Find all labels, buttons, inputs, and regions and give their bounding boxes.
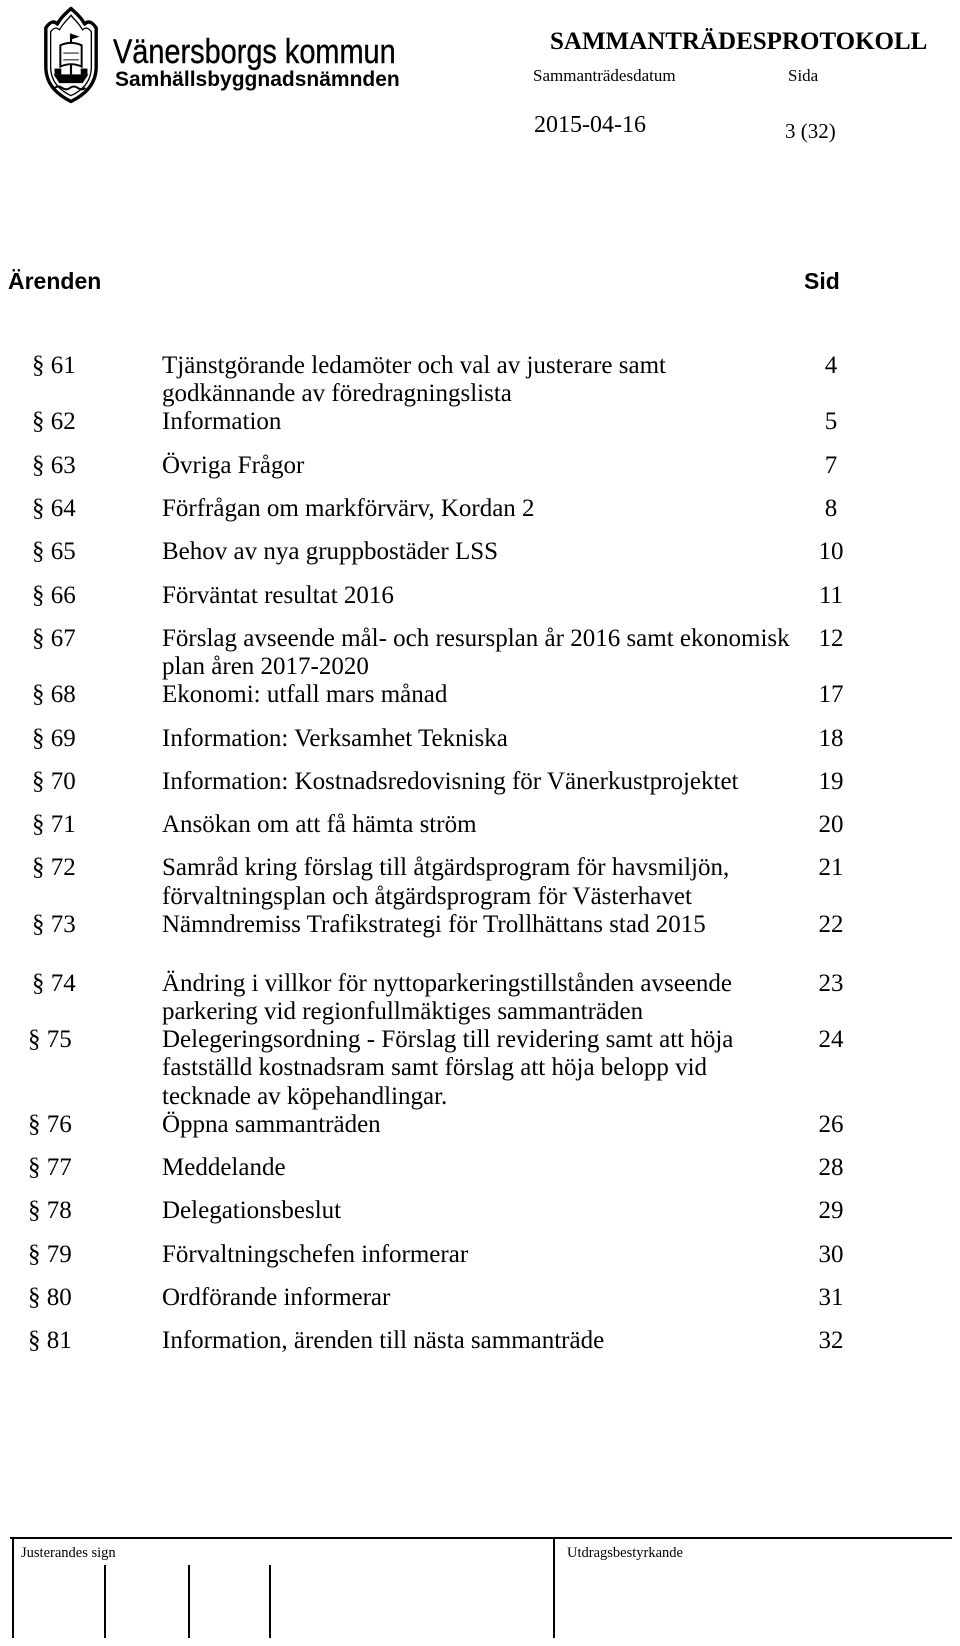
agenda-item-title	[162, 1154, 792, 1182]
agenda-item-title-line: Förslag avseende mål- och resursplan år 2016 samt ekonomisk	[162, 624, 790, 652]
page-label: Sida	[788, 66, 819, 85]
agenda-item-title-line: Öppna sammanträden	[162, 1110, 381, 1138]
agenda-item-title-line: fastställd kostnadsram samt förslag att höja belopp vid	[162, 1054, 708, 1082]
agenda-item	[0, 1241, 960, 1284]
agenda-item-number: § 76	[28, 1110, 72, 1138]
agenda-item-page: 21	[818, 854, 844, 882]
agenda-item-title-line: Ordförande informerar	[162, 1283, 391, 1311]
agenda-item-number: § 69	[32, 724, 76, 752]
agenda-item-page: 22	[818, 910, 844, 938]
agenda-item	[0, 625, 960, 681]
agenda-item-title-line: Tjänstgörande ledamöter och val av justerare samt	[162, 352, 666, 379]
signature-box-divider	[188, 1565, 190, 1638]
organization-name: Vänersborgs kommun	[113, 33, 396, 71]
agenda-item-number: § 75	[28, 1026, 72, 1054]
signature-box-divider	[269, 1565, 271, 1638]
agenda-item-title-line: Ansökan om att få hämta ström	[162, 811, 477, 839]
agenda-item	[0, 408, 960, 451]
agenda-item-title-line: tecknade av köpehandlingar.	[162, 1082, 448, 1110]
agenda-item-title-line: Information: Verksamhet Tekniska	[162, 724, 508, 752]
agenda-item-title	[162, 970, 792, 1026]
agenda-item	[0, 725, 960, 768]
agenda-item-page: 5	[824, 408, 838, 436]
agenda-item-page: 12	[818, 624, 844, 652]
agenda-item-number: § 73	[32, 910, 76, 938]
agenda-item-title-line: Information	[162, 408, 282, 436]
agenda-item-number: § 63	[32, 451, 76, 479]
agenda-item-page: 31	[818, 1283, 844, 1311]
agenda-item-title	[162, 408, 792, 436]
agenda-item-title	[162, 1241, 792, 1269]
agenda-item	[0, 1026, 960, 1111]
agenda-item	[0, 538, 960, 581]
agenda-item	[0, 811, 960, 854]
agenda-item	[0, 582, 960, 625]
agenda-item-title	[162, 625, 792, 681]
agenda-item-title	[162, 681, 792, 709]
signature-label: Justerandes sign	[21, 1545, 116, 1561]
agenda-item	[0, 911, 960, 970]
agenda-item	[0, 681, 960, 724]
coat-of-arms-icon	[40, 5, 102, 105]
agenda-item-number: § 79	[28, 1240, 72, 1268]
agenda-item-title	[162, 854, 792, 910]
agenda-item-page: 18	[818, 724, 844, 752]
agenda-item-title	[162, 582, 792, 610]
agenda-item-number: § 67	[32, 624, 76, 652]
agenda-item	[0, 1327, 960, 1370]
agenda-item	[0, 495, 960, 538]
committee-name: Samhällsbyggnadsnämnden	[115, 68, 400, 91]
footer-divider	[553, 1538, 555, 1638]
agenda-list	[0, 352, 960, 1370]
footer-rule	[10, 1537, 952, 1539]
agenda-item-page: 28	[818, 1154, 844, 1181]
agenda-item	[0, 970, 960, 1026]
agenda-item-page: 23	[818, 969, 844, 997]
agenda-item-title-line: plan åren 2017-2020	[162, 653, 369, 681]
agenda-item-number: § 64	[32, 495, 76, 522]
agenda-item-title	[162, 1197, 792, 1225]
agenda-item-title	[162, 352, 792, 408]
agenda-item-page: 30	[818, 1240, 844, 1268]
footer-divider	[12, 1538, 14, 1638]
agenda-item-title	[162, 1111, 792, 1139]
agenda-item-page: 7	[824, 451, 838, 479]
agenda-item-title	[162, 1026, 792, 1111]
agenda-item-title	[162, 452, 792, 480]
agenda-item-title-line: Förväntat resultat 2016	[162, 581, 394, 609]
agenda-item	[0, 1284, 960, 1327]
agenda-item	[0, 352, 960, 408]
agenda-item-number: § 62	[32, 408, 76, 436]
agenda-item-title-line: Ekonomi: utfall mars månad	[162, 681, 448, 709]
agenda-item-number: § 74	[32, 969, 76, 997]
agenda-item-number: § 80	[28, 1283, 72, 1311]
agenda-item-title	[162, 811, 792, 839]
agenda-item-title-line: Information, ärenden till nästa sammanträde	[162, 1327, 605, 1355]
agenda-item-title-line: godkännande av föredragningslista	[162, 380, 512, 408]
agenda-item-title-line: Ändring i villkor för nyttoparkeringstillstånden avseende	[162, 969, 733, 997]
agenda-item-page: 32	[818, 1327, 844, 1355]
agenda-item-number: § 66	[32, 581, 76, 609]
agenda-item-page: 8	[824, 495, 838, 522]
agenda-item-title-line: Meddelande	[162, 1154, 286, 1181]
agenda-heading: Ärenden	[8, 268, 102, 294]
agenda-item-title-line: parkering vid regionfullmäktiges sammanträden	[162, 997, 644, 1025]
agenda-item	[0, 768, 960, 811]
agenda-item-title	[162, 768, 792, 796]
agenda-item-page: 26	[818, 1110, 844, 1138]
agenda-item	[0, 1111, 960, 1154]
meeting-date-label: Sammanträdesdatum	[533, 66, 676, 85]
agenda-item-title	[162, 1284, 792, 1312]
agenda-item-title-line: Nämndremiss Trafikstrategi för Trollhättans stad 2015	[162, 910, 706, 938]
agenda-item-number: § 70	[32, 767, 76, 795]
agenda-item	[0, 854, 960, 910]
signature-box-divider	[104, 1565, 106, 1638]
agenda-item	[0, 1197, 960, 1240]
agenda-item-title-line: Samråd kring förslag till åtgärdsprogram för havsmiljön,	[162, 854, 730, 882]
extract-certification-label: Utdragsbestyrkande	[567, 1545, 683, 1561]
agenda-item-page: 29	[818, 1197, 844, 1225]
agenda-item-number: § 71	[32, 811, 76, 839]
agenda-item-title-line: Förfrågan om markförvärv, Kordan 2	[162, 495, 535, 522]
agenda-item-title-line: Förvaltningschefen informerar	[162, 1240, 469, 1268]
agenda-item-title	[162, 1327, 792, 1355]
agenda-item-page: 19	[818, 767, 844, 795]
agenda-item-number: § 68	[32, 681, 76, 709]
agenda-item-number: § 72	[32, 854, 76, 882]
agenda-item-title	[162, 911, 792, 939]
agenda-item-title-line: Behov av nya gruppbostäder LSS	[162, 538, 499, 566]
agenda-item-number: § 61	[32, 352, 76, 379]
agenda-item-title-line: Delegationsbeslut	[162, 1197, 342, 1225]
page-number: 3 (32)	[785, 119, 836, 143]
agenda-item-title	[162, 538, 792, 566]
agenda-item-number: § 77	[28, 1154, 72, 1181]
agenda-item-number: § 81	[28, 1327, 72, 1355]
agenda-item-title-line: Delegeringsordning - Förslag till revidering samt att höja	[162, 1026, 734, 1054]
agenda-page-heading: Sid	[804, 268, 840, 294]
agenda-item-title	[162, 495, 792, 523]
agenda-item-title-line: Information: Kostnadsredovisning för Vänerkustprojektet	[162, 767, 739, 795]
agenda-item-page: 17	[818, 681, 844, 709]
agenda-item-page: 4	[824, 352, 838, 379]
agenda-item-page: 10	[818, 538, 844, 566]
meeting-date: 2015-04-16	[534, 112, 646, 138]
agenda-item-number: § 78	[28, 1197, 72, 1225]
agenda-item-page: 24	[818, 1026, 844, 1054]
agenda-item-number: § 65	[32, 538, 76, 566]
agenda-item-page: 11	[818, 581, 844, 609]
agenda-item-page: 20	[818, 811, 844, 839]
agenda-item-title-line: förvaltningsplan och åtgärdsprogram för Västerhavet	[162, 882, 692, 910]
agenda-item	[0, 452, 960, 495]
agenda-item-title	[162, 725, 792, 753]
agenda-item-title-line: Övriga Frågor	[162, 451, 305, 479]
agenda-item	[0, 1154, 960, 1197]
document-type: SAMMANTRÄDESPROTOKOLL	[550, 28, 928, 55]
